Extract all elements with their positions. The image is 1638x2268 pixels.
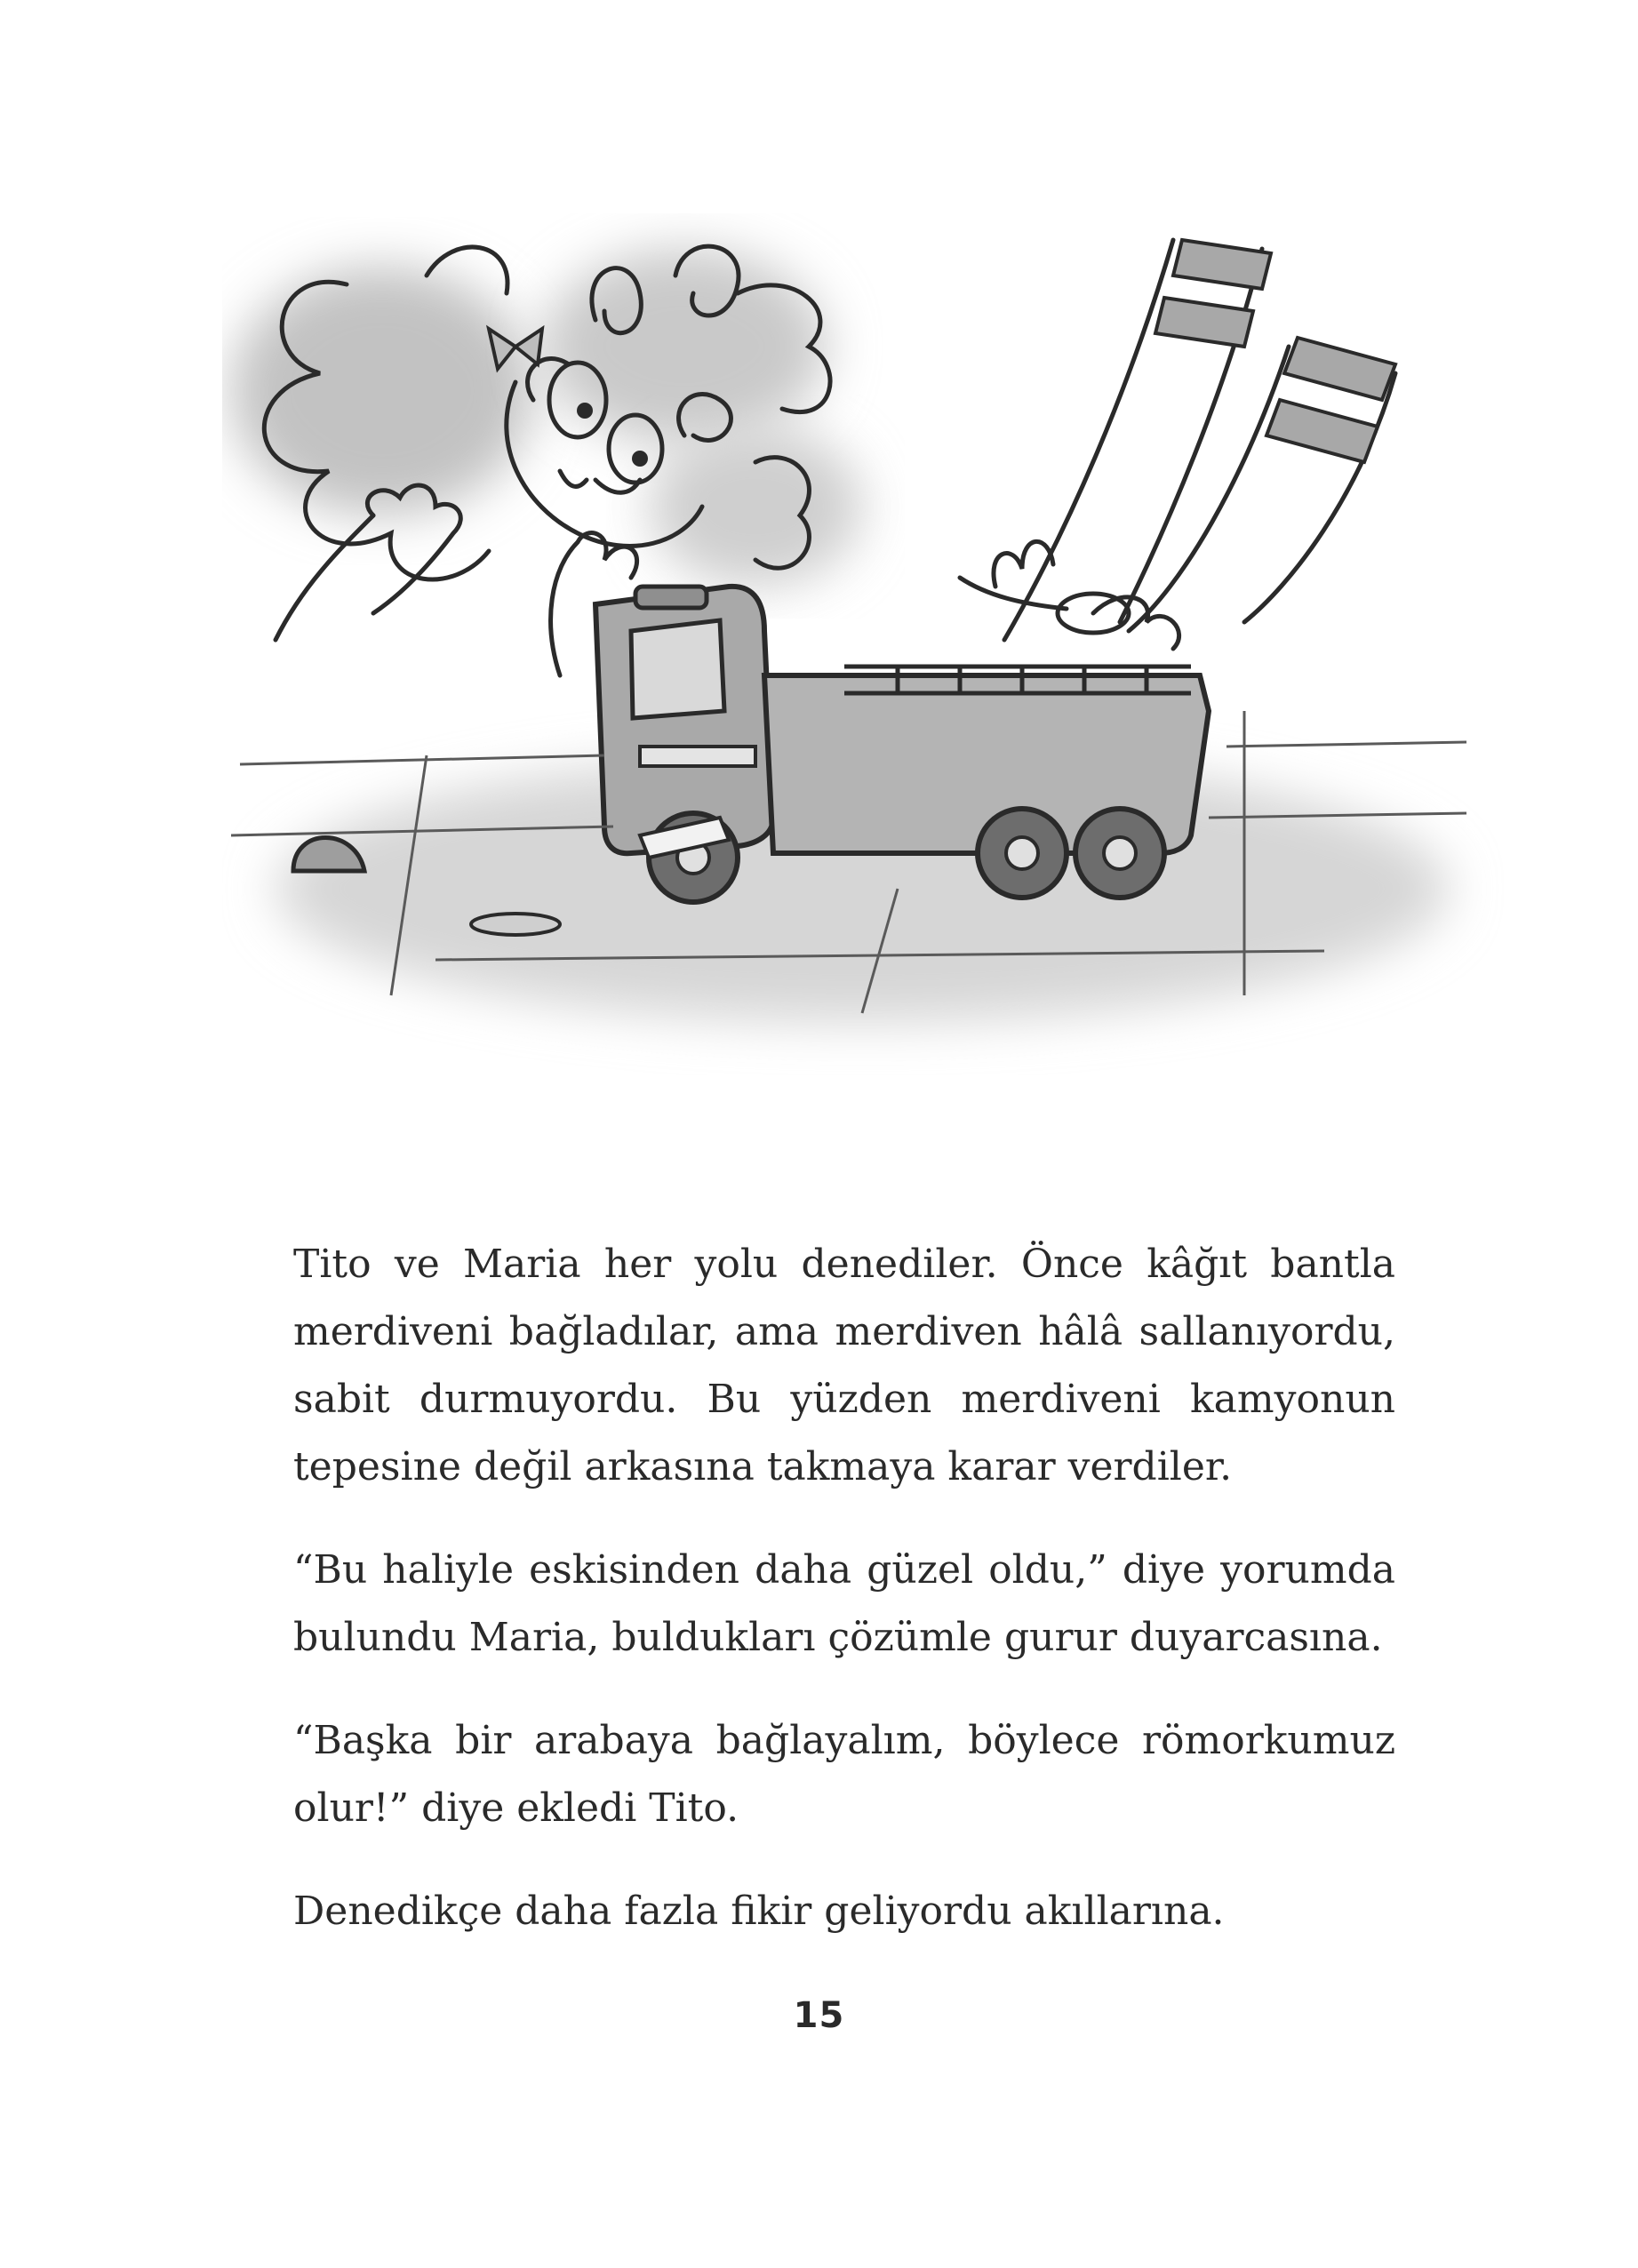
paragraph-2: “Bu haliyle eskisinden daha güzel oldu,” diye yorumda bulundu Maria, buldukları çözümle gurur duyarcasına. (293, 1547, 1395, 1660)
paragraph-1: Tito ve Maria her yolu denediler. Önce kâğıt bantla merdiveni bağladılar, ama merdiven hâlâ sallanıyordu, sabit durmuyordu. Bu yüzden merdiveni kamyonun tepesine değil arkasına takmaya karar verdiler. (293, 1242, 1395, 1489)
truck-stripe (640, 747, 755, 766)
truck-light (635, 587, 707, 608)
hair-shade-left (231, 267, 533, 515)
story-text (293, 1231, 1395, 1981)
fallen-wheel (471, 914, 560, 935)
paragraph-4: Denedikçe daha fazla fikir geliyordu akıllarına. (293, 1889, 1225, 1934)
fire-truck (595, 587, 1209, 902)
girl-eye-left (577, 403, 593, 419)
sock-stripes (1155, 240, 1395, 462)
girl-arms (276, 485, 643, 791)
truck-window (631, 620, 724, 718)
hand-rope (960, 541, 1179, 649)
page-number: 15 (793, 1995, 845, 2036)
paragraph-3: “Başka bir arabaya bağlayalım, böylece römorkumuz olur!” diye ekledi Tito. (293, 1718, 1395, 1831)
girl-eye-right (632, 451, 648, 467)
illustration-svg (222, 213, 1511, 1111)
illustration-girl-fire-truck (222, 213, 1511, 1111)
